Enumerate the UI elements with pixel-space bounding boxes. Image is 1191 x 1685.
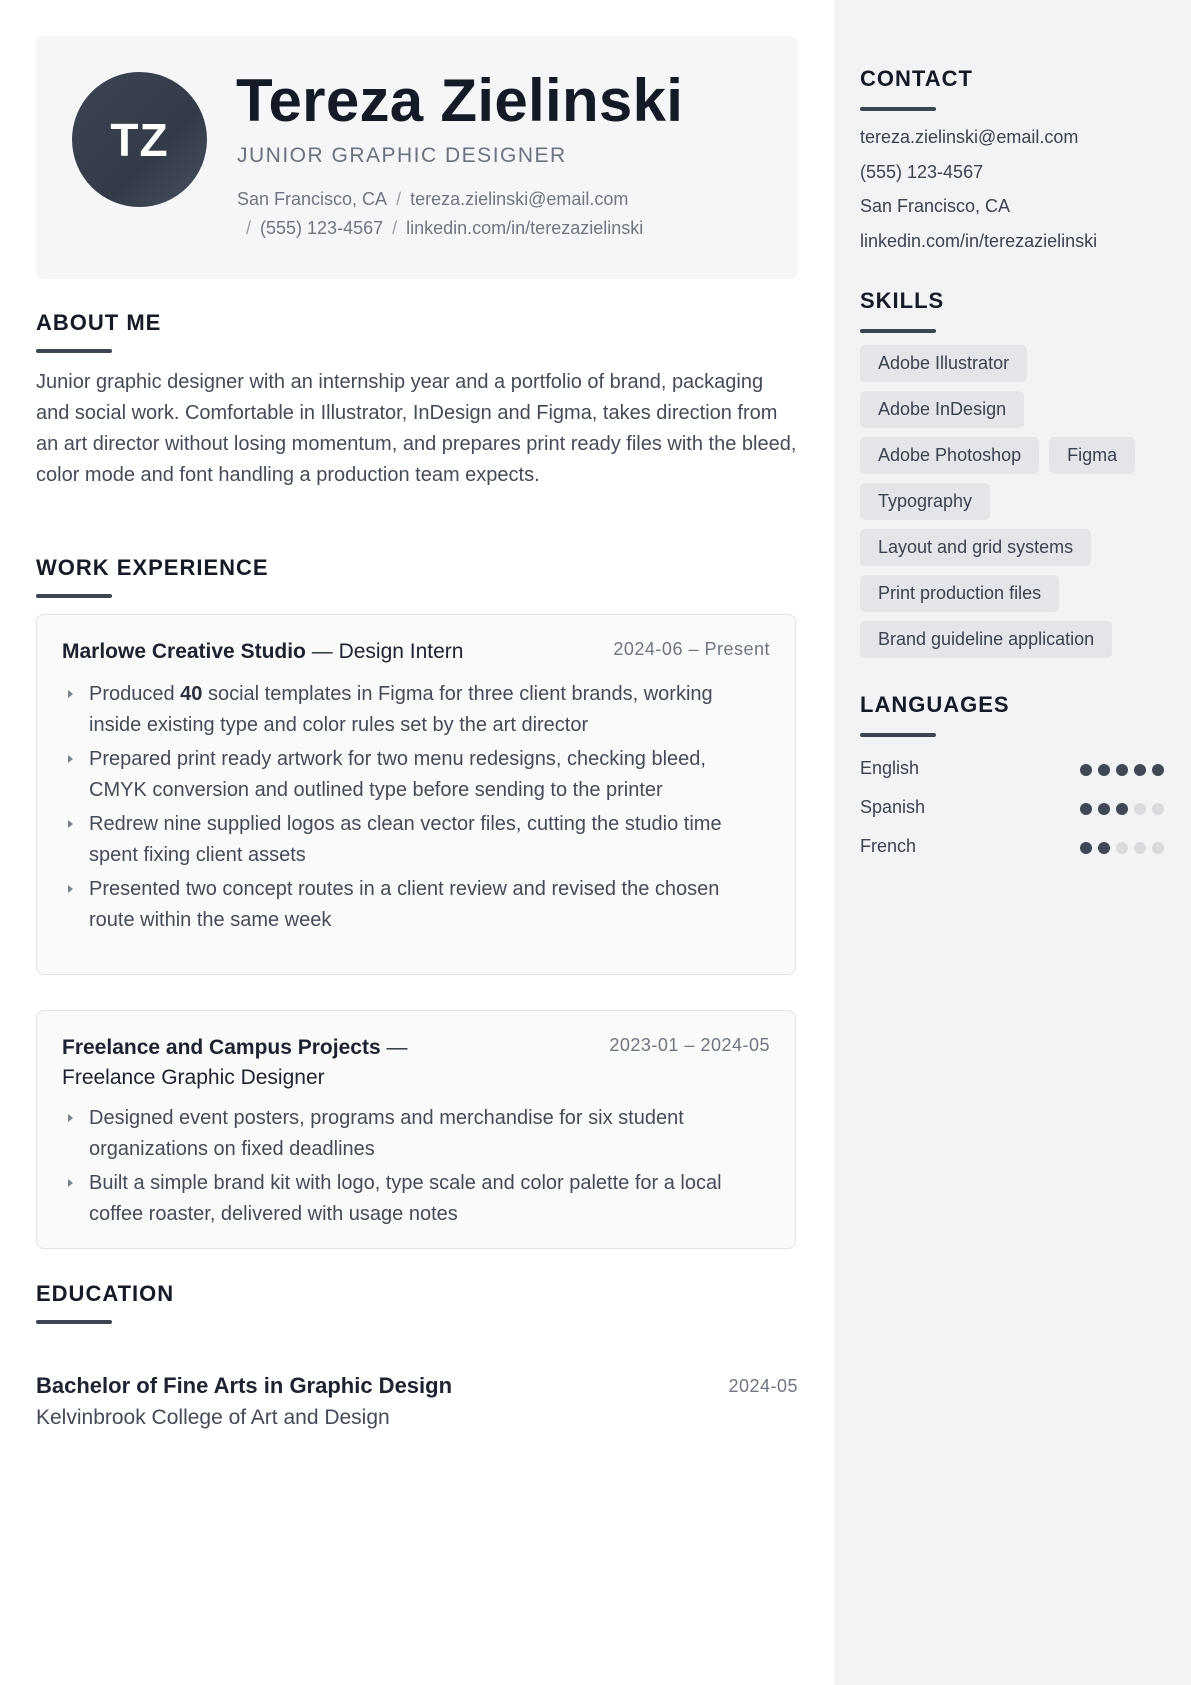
section-divider [860, 107, 936, 111]
avatar-initials: TZ [110, 113, 169, 166]
job-bullet: Redrew nine supplied logos as clean vector files, cutting the studio time spent fixing client assets [62, 809, 762, 871]
header-phone[interactable]: (555) 123-4567 [260, 218, 384, 238]
education-date: 2024-05 [728, 1376, 798, 1396]
header-contact-line [237, 189, 628, 210]
degree-title: Bachelor of Fine Arts in Graphic Design [36, 1373, 453, 1398]
education-section [36, 1281, 798, 1429]
skill-chip: Layout and grid systems [860, 529, 1091, 566]
about-text: Junior graphic designer with an internship year and a portfolio of brand, packaging and social work. Comfortable in Illustrator, InDesign and Figma, takes direction from an art director without losing momentum, and prepares print ready files with the bleed, color mode and font handling a production team expects. [36, 371, 797, 486]
job-bullet-list [62, 1103, 762, 1233]
proficiency-dots [1080, 803, 1170, 815]
section-divider [860, 733, 936, 737]
proficiency-dots [1080, 842, 1170, 854]
contact-email[interactable]: tereza.zielinski@email.com [860, 127, 1079, 147]
main-column [36, 36, 798, 1429]
header-contact-line [246, 218, 643, 239]
skill-chip: Figma [1049, 437, 1135, 474]
contact-location: San Francisco, CA [860, 196, 1011, 216]
job-bullet: Built a simple brand kit with logo, type scale and color palette for a local coffee roaster, delivered with usage notes [62, 1168, 762, 1230]
proficiency-dot-filled [1080, 803, 1092, 815]
job-bullet-list [62, 679, 762, 939]
proficiency-dot-empty [1134, 803, 1146, 815]
skill-chip-list [860, 345, 1160, 667]
skills-heading: SKILLS [860, 288, 945, 313]
separator: / [246, 218, 252, 238]
sidebar [834, 0, 1191, 1685]
proficiency-dot-filled [1116, 803, 1128, 815]
job-dates: 2024-06 – Present [613, 639, 770, 659]
section-divider [36, 349, 112, 353]
work-heading: WORK EXPERIENCE [36, 555, 269, 580]
proficiency-dot-empty [1152, 803, 1164, 815]
language-list [860, 749, 1170, 866]
section-divider [36, 594, 112, 598]
candidate-role: JUNIOR GRAPHIC DESIGNER [237, 144, 567, 167]
job-dates: 2023-01 – 2024-05 [609, 1035, 770, 1055]
section-divider [860, 329, 936, 333]
about-section [36, 310, 798, 491]
proficiency-dot-filled [1098, 764, 1110, 776]
language-row [860, 788, 1170, 827]
skill-chip: Adobe Illustrator [860, 345, 1027, 382]
school-name: Kelvinbrook College of Art and Design [36, 1406, 390, 1429]
languages-heading: LANGUAGES [860, 692, 1010, 717]
skill-chip: Adobe InDesign [860, 391, 1024, 428]
language-row [860, 827, 1170, 866]
section-divider [36, 1320, 112, 1324]
job-title [62, 637, 463, 667]
skill-chip: Typography [860, 483, 990, 520]
skill-chip: Print production files [860, 575, 1059, 612]
job-bullet: Prepared print ready artwork for two menu redesigns, checking bleed, CMYK conversion and outlined type before sending to the printer [62, 744, 762, 806]
work-section [36, 555, 798, 598]
job-position: Design Intern [338, 640, 464, 663]
language-name: French [860, 836, 917, 856]
job-bullet: Produced 40 social templates in Figma for three client brands, working inside existing type and color rules set by the art director [62, 679, 762, 741]
job-position: Freelance Graphic Designer [62, 1066, 325, 1089]
proficiency-dot-filled [1098, 842, 1110, 854]
header-location: San Francisco, CA [237, 189, 388, 209]
job-company: Freelance and Campus Projects [62, 1036, 381, 1059]
proficiency-dot-filled [1098, 803, 1110, 815]
avatar [72, 72, 207, 207]
proficiency-dot-empty [1152, 842, 1164, 854]
header-email[interactable]: tereza.zielinski@email.com [410, 189, 629, 209]
job-title [62, 1033, 482, 1093]
proficiency-dot-filled [1080, 842, 1092, 854]
language-name: English [860, 758, 920, 778]
contact-phone[interactable]: (555) 123-4567 [860, 161, 984, 182]
proficiency-dots [1080, 764, 1170, 776]
candidate-name: Tereza Zielinski [236, 67, 684, 134]
profile-header [36, 36, 798, 279]
skill-chip: Brand guideline application [860, 621, 1112, 658]
separator: / [396, 189, 402, 209]
sidebar-skills-section [860, 288, 1170, 667]
separator: / [392, 218, 398, 238]
job-dash: — [380, 1036, 408, 1059]
contact-heading: CONTACT [860, 66, 973, 91]
proficiency-dot-empty [1134, 842, 1146, 854]
language-row [860, 749, 1170, 788]
job-bullet: Presented two concept routes in a client review and revised the chosen route within the same week [62, 874, 762, 936]
contact-linkedin[interactable]: linkedin.com/in/terezazielinski [860, 230, 1098, 251]
job-dash: — [305, 640, 339, 663]
about-heading: ABOUT ME [36, 310, 162, 335]
education-heading: EDUCATION [36, 1281, 175, 1306]
skill-chip: Adobe Photoshop [860, 437, 1039, 474]
proficiency-dot-filled [1134, 764, 1146, 776]
sidebar-languages-section [860, 692, 1170, 866]
proficiency-dot-filled [1116, 764, 1128, 776]
job-card [36, 614, 796, 975]
language-name: Spanish [860, 797, 926, 817]
proficiency-dot-filled [1152, 764, 1164, 776]
header-linkedin[interactable]: linkedin.com/in/terezazielinski [406, 218, 644, 238]
sidebar-contact-section [860, 66, 1170, 258]
job-bullet: Designed event posters, programs and merchandise for six student organizations on fixed deadlines [62, 1103, 762, 1165]
proficiency-dot-empty [1116, 842, 1128, 854]
proficiency-dot-filled [1080, 764, 1092, 776]
job-company: Marlowe Creative Studio [62, 640, 306, 663]
job-card [36, 1010, 796, 1249]
